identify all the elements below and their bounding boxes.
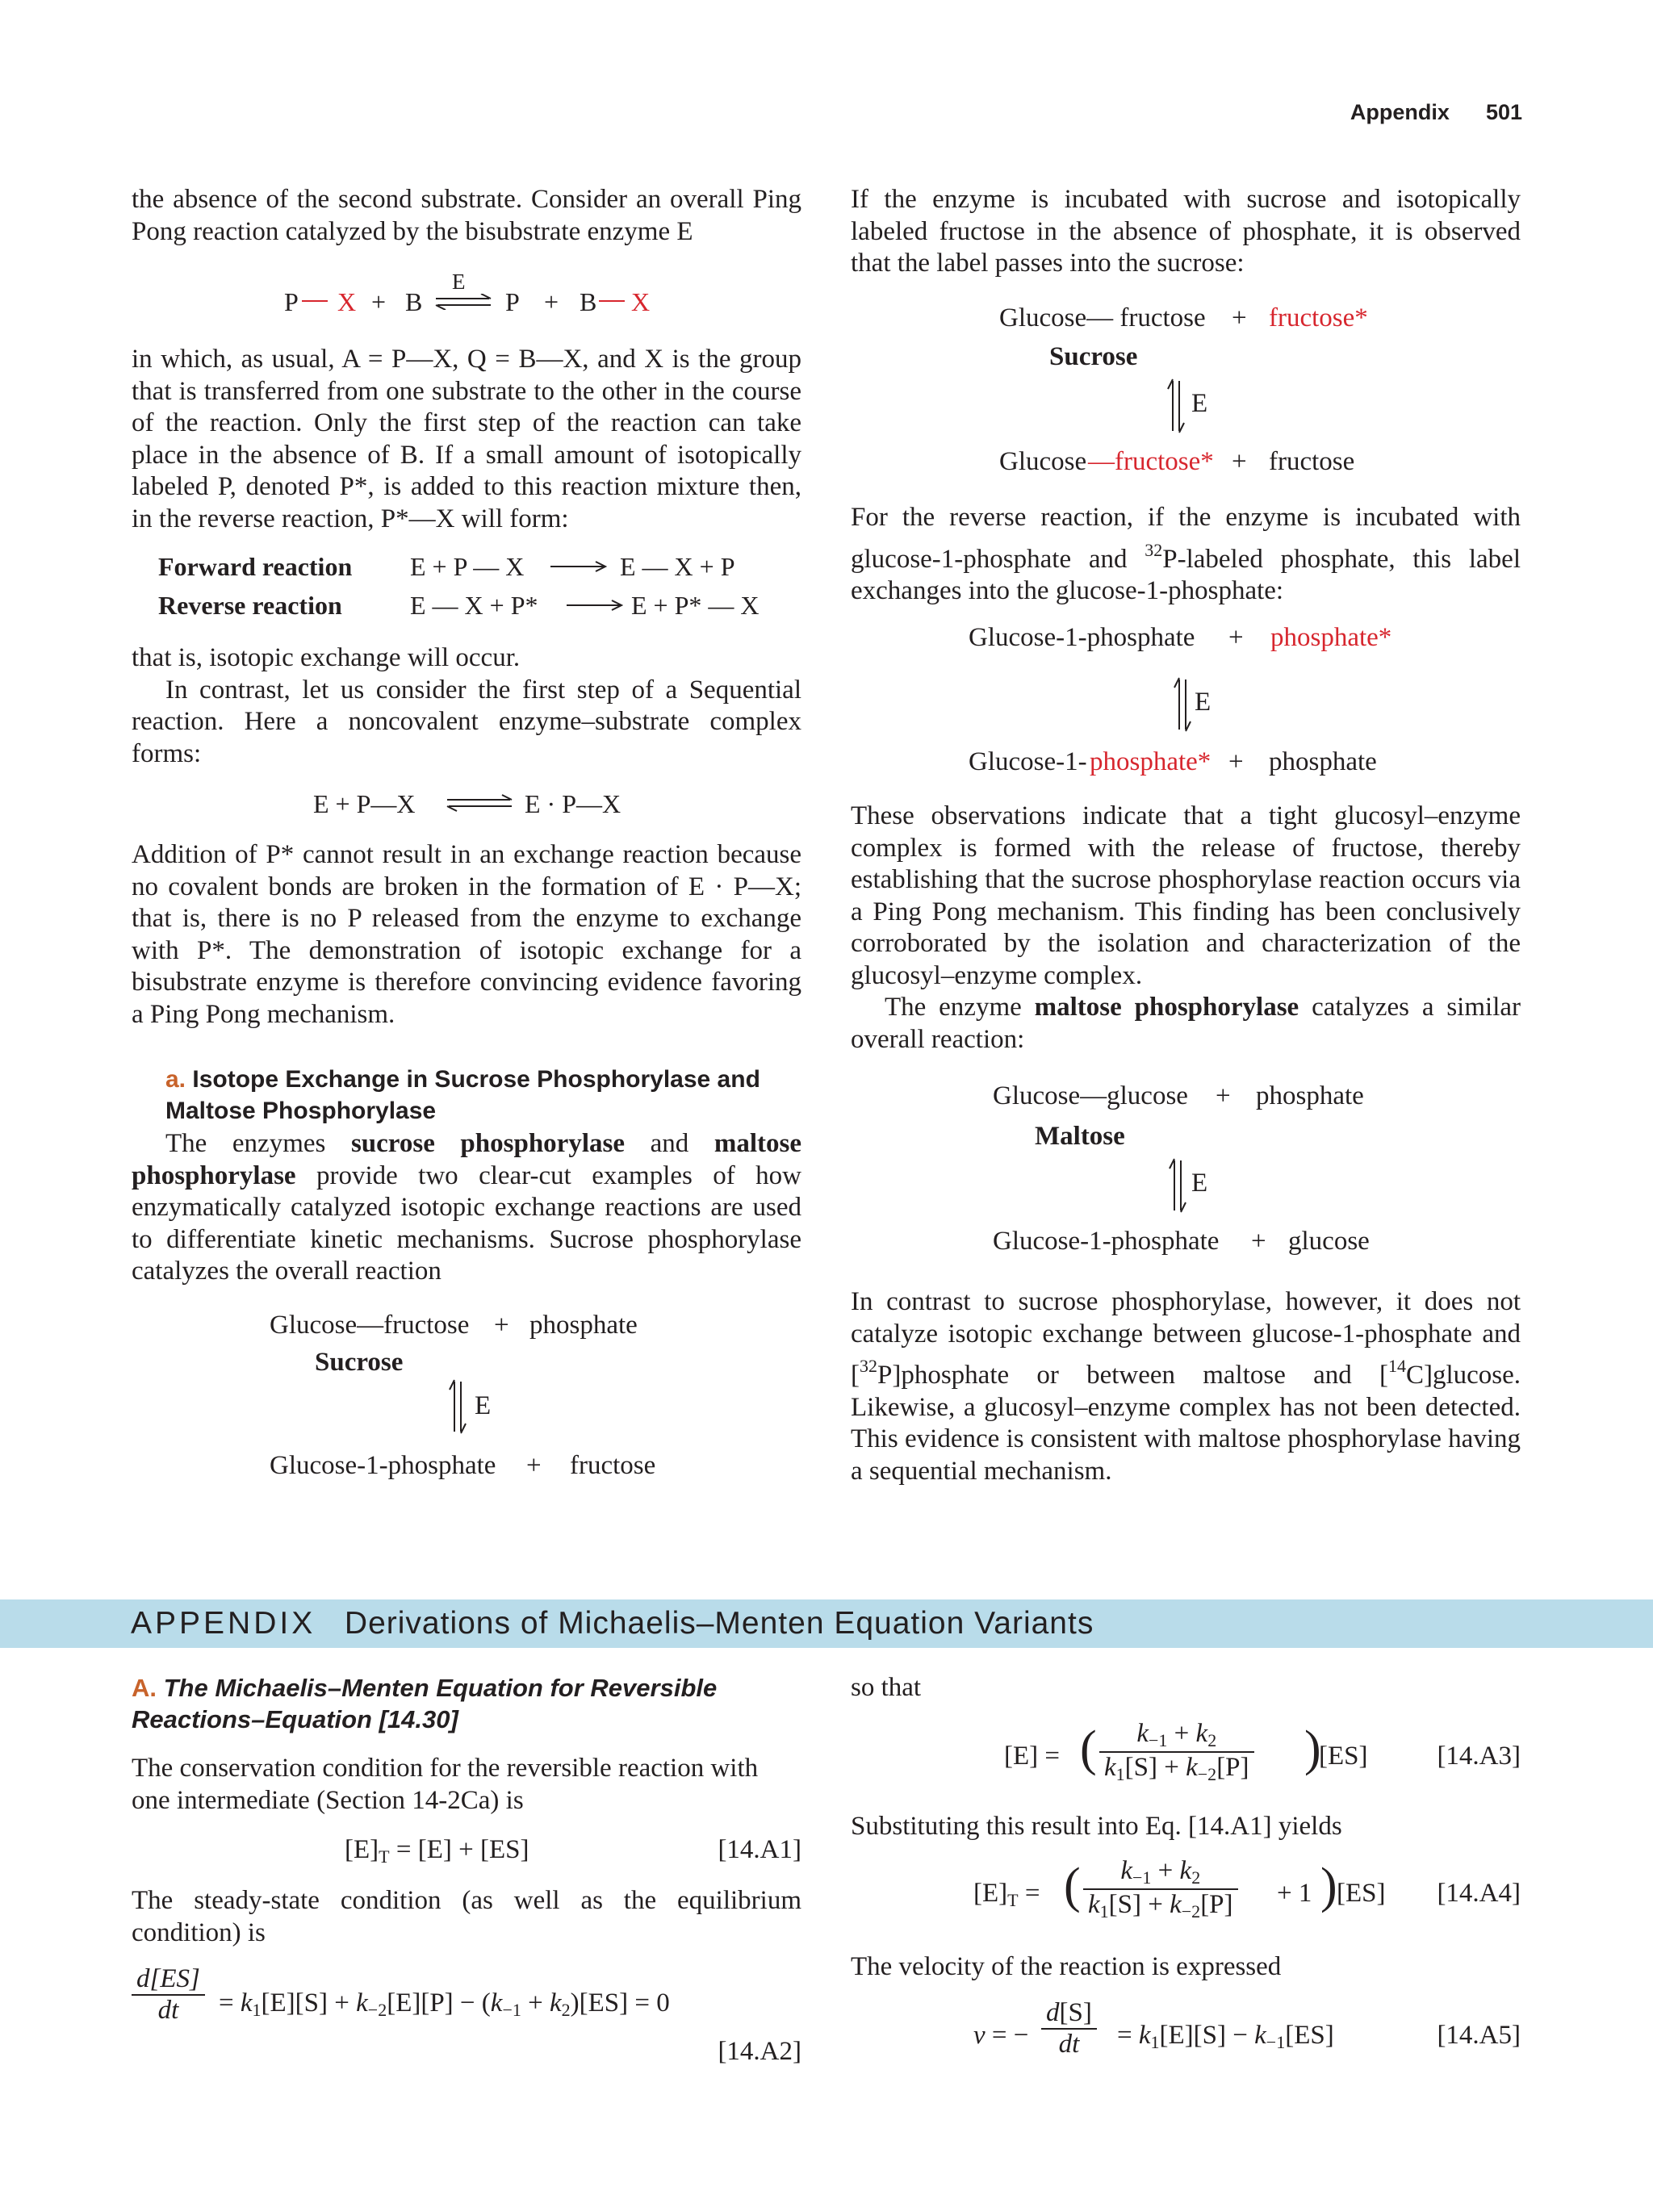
appendix-right-paragraph-3: The velocity of the reaction is expressed bbox=[851, 1952, 1282, 1981]
vertical-equilibrium-arrow bbox=[1167, 378, 1185, 434]
subheading-isotope-exchange: a. Isotope Exchange in Sucrose Phosphorylase and Maltose Phosphorylase bbox=[165, 1066, 760, 1124]
equilibrium-arrow bbox=[446, 794, 513, 812]
equation-14-a2: $\frac{d[ES]}{dt}$ = $k_1[E][S] + k_{-2}[E][P] - (k_{-1} + k_2)[ES] = 0$ [14.A2] bbox=[132, 1964, 801, 2077]
right-paragraph-2: For the reverse reaction, if the enzyme is incubated with glucose-1-phosphate and $^{32}$P-labeled phosphate, this label exchanges into the glucose-1-phosphate: bbox=[851, 503, 1521, 605]
appendix-subheading-a: A. The Michaelis–Menten Equation for Reversible Reactions–Equation [14.30] bbox=[132, 1674, 718, 1733]
appendix-left-paragraph-1: The conservation condition for the reversible reaction with one intermediate (Section 14-2Ca) is bbox=[132, 1754, 759, 1815]
reverse-reaction-label: Reverse reaction bbox=[158, 591, 342, 620]
appendix-title: Derivations of Michaelis–Menten Equation Variants bbox=[344, 1606, 1094, 1641]
equation-tag: [14.A2] bbox=[718, 2037, 801, 2066]
equation-tag: [14.A5] bbox=[1437, 2021, 1521, 2050]
header-section: Appendix bbox=[1350, 100, 1450, 124]
equation-14-a5: v = − $\frac{d[S]}{dt}$ = $k_1[E][S] - k_{-1}[ES]$ [14.A5] bbox=[973, 1998, 1521, 2059]
appendix-word: APPENDIX bbox=[131, 1606, 316, 1641]
maltose-phosphorylase-reaction: Glucose—glucose + phosphate Maltose E Glucose-1-phosphate + glucose bbox=[993, 1081, 1370, 1256]
left-paragraph-2: in which, as usual, A = P—X, Q = B—X, and X is the group that is transferred from one substrate to the other in the course of the reaction. Only the first step of the reaction can take place in the absence of B. If a small amount of isotopically labeled P, denoted P*, is added to this reaction mixture then, in the reverse reaction, P*—X will form: bbox=[132, 345, 801, 533]
right-paragraph-5: In contrast to sucrose phosphorylase, however, it does not catalyze isotopic exchange between glucose-1-phosphate and [$^{32}$P]phosphate or between maltose and [$^{14}$C]glucose. Likewise, a glucosyl–enzyme complex has not been detected. This evidence is consistent with maltose phosphorylase having a sequential mechanism. bbox=[851, 1287, 1521, 1486]
right-paragraph-1: If the enzyme is incubated with sucrose and isotopically labeled fructose in the absence of phosphate, it is observed that the label passes into the sucrose: bbox=[851, 185, 1521, 278]
equation-14-a3: [E] = ( $\frac{k_{-1} + k_2}{k_1[S] + k_{-2}[P]}$ ) [ES] [14.A3] bbox=[1004, 1719, 1521, 1784]
appendix-right-so-that: so that bbox=[851, 1673, 922, 1702]
equation-tag: [14.A4] bbox=[1437, 1879, 1521, 1908]
fructose-exchange-reaction: Glucose— fructose + fructose* Sucrose E Glucose —fructose* + fructose bbox=[999, 303, 1368, 476]
equilibrium-arrow bbox=[434, 294, 492, 310]
phosphate-exchange-reaction: Glucose-1-phosphate + phosphate* E Glucose-1- phosphate* + phosphate bbox=[969, 623, 1392, 776]
right-arrow bbox=[549, 560, 607, 573]
appendix-banner bbox=[0, 1599, 1653, 1648]
sucrose-phosphorylase-reaction: Glucose—fructose + phosphate Sucrose E Glucose-1-phosphate + fructose bbox=[270, 1311, 656, 1480]
pingpong-equation: P X + B E P + B X bbox=[284, 270, 651, 316]
left-paragraph-3: that is, isotopic exchange will occur. In contrast, let us consider the first step of a Sequential reaction. Here a noncovalent enzyme–substrate complex forms: bbox=[132, 643, 801, 768]
page-number: 501 bbox=[1485, 100, 1522, 124]
sequential-equation: E + P—X E · P—X bbox=[313, 789, 621, 818]
left-paragraph-4: Addition of P* cannot result in an exchange reaction because no covalent bonds are broken in the formation of E · P—X; that is, there is no P released from the enzyme to exchange with P*. The demonstration of isotopic exchange for a bisubstrate enzyme is therefore convincing evidence favoring a Ping Pong mechanism. bbox=[132, 840, 801, 1029]
right-arrow bbox=[565, 599, 623, 612]
equation-tag: [14.A1] bbox=[718, 1835, 801, 1864]
vertical-equilibrium-arrow bbox=[1169, 1157, 1186, 1214]
equation-14-a4: $[E]_T$ = ( $\frac{k_{-1} + k_2}{k_1[S] + k_{-2}[P]}$ + 1 ) [ES] [14.A4] bbox=[973, 1856, 1521, 1921]
left-paragraph-5: The enzymes sucrose phosphorylase and maltose phosphorylase provide two clear-cut examples of how enzymatically catalyzed isotopic exchange reactions are used to differentiate kinetic mechanisms. Sucrose phosphorylase catalyzes the overall reaction bbox=[132, 1129, 801, 1286]
vertical-equilibrium-arrow bbox=[1174, 676, 1191, 733]
reverse-reaction-row: Reverse reaction E — X + P* E + P* — X bbox=[158, 591, 760, 620]
equation-14-a1: $[E]_T = [E] + [ES]$ [14.A1] bbox=[345, 1835, 801, 1867]
appendix-left-paragraph-2: The steady-state condition (as well as the equilibrium condition) is bbox=[132, 1886, 801, 1947]
appendix-right-paragraph-2: Substituting this result into Eq. [14.A1] yields bbox=[851, 1812, 1342, 1841]
right-paragraph-3: These observations indicate that a tight glucosyl–enzyme complex is formed with the release of fructose, thereby establishing that the sucrose phosphorylase reaction occurs via a Ping Pong mechanism. This finding has been conclusively corroborated by the isolation and characterization of the glucosyl–enzyme complex. The enzyme maltose phosphorylase catalyzes a similar overall reaction: bbox=[851, 801, 1521, 1054]
forward-reaction-row: Forward reaction E + P — X E — X + P bbox=[158, 552, 735, 581]
running-header bbox=[1291, 100, 1522, 125]
equation-tag: [14.A3] bbox=[1437, 1742, 1521, 1771]
left-intro-paragraph: the absence of the second substrate. Consider an overall Ping Pong reaction catalyzed by the bisubstrate enzyme E bbox=[132, 185, 801, 246]
forward-reaction-label: Forward reaction bbox=[158, 552, 353, 581]
vertical-equilibrium-arrow bbox=[449, 1378, 467, 1435]
